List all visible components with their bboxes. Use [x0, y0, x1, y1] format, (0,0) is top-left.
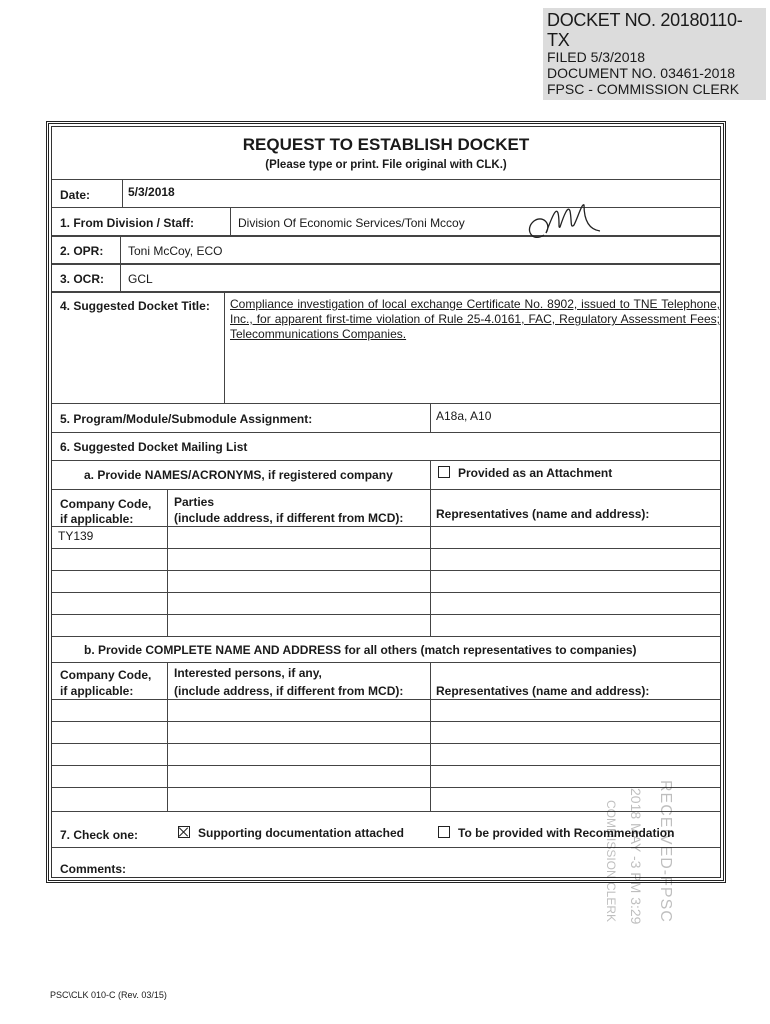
recommendation-label: To be provided with Recommendation [458, 826, 675, 840]
filed-date: FILED 5/3/2018 [547, 49, 646, 66]
program-label: 5. Program/Module/Submodule Assignment: [60, 412, 313, 426]
col-parties: Parties [174, 495, 215, 509]
division-value: Division Of Economic Services/Toni Mccoy [238, 216, 465, 230]
section-b-heading: b. Provide COMPLETE NAME AND ADDRESS for all others (match representatives to companies) [84, 643, 637, 657]
col-parties-2: (include address, if different from MCD): [174, 511, 404, 525]
form-title: REQUEST TO ESTABLISH DOCKET [242, 135, 530, 154]
col-company-code-a: Company Code, [60, 497, 152, 511]
attachment-label: Provided as an Attachment [458, 466, 613, 480]
col-interested-persons-2: (include address, if different from MCD): [174, 684, 404, 698]
docket-title-label: 4. Suggested Docket Title: [60, 299, 210, 313]
supporting-docs-checkbox[interactable] [178, 826, 190, 838]
col-representatives-a: Representatives (name and address): [436, 507, 650, 521]
division-label: 1. From Division / Staff: [60, 216, 195, 230]
form-footer: PSC\CLK 010-C (Rev. 03/15) [50, 990, 167, 1000]
received-line-1: RECEIVED-FPSC [657, 780, 674, 923]
attachment-checkbox[interactable] [438, 466, 450, 478]
supporting-docs-label: Supporting documentation attached [198, 826, 404, 840]
mailing-list-label: 6. Suggested Docket Mailing List [60, 440, 248, 454]
form-inner [51, 126, 721, 878]
received-line-2: 2018 MAY -3 PM 3:29 [628, 788, 644, 925]
col-interested-persons: Interested persons, if any, [174, 666, 322, 680]
section-a-heading: a. Provide NAMES/ACRONYMS, if registered company [84, 468, 393, 482]
col-company-code-a-2: if applicable: [60, 512, 134, 526]
col-representatives-b: Representatives (name and address): [436, 684, 650, 698]
date-label: Date: [60, 188, 91, 202]
col-company-code-b: Company Code, [60, 668, 152, 682]
commission-clerk: FPSC - COMMISSION CLERK [547, 80, 740, 97]
supporting-docs-option[interactable] [178, 826, 404, 840]
opr-label: 2. OPR: [60, 244, 104, 258]
docket-number: DOCKET NO. 20180110-TX [547, 10, 743, 51]
date-value: 5/3/2018 [128, 185, 175, 199]
received-stamp [600, 780, 710, 940]
col-company-code-b-2: if applicable: [60, 684, 134, 698]
docket-title-value: Compliance investigation of local exchange Certificate No. 8902, issued to TNE Telephone, Inc., for apparent first-time violation of Rule 25-4.0161, FAC, Regulatory Assessment Fees; Telecommunications Companies. [230, 297, 720, 341]
recommendation-checkbox[interactable] [438, 826, 450, 838]
ocr-value: GCL [128, 272, 153, 286]
program-value: A18a, A10 [436, 409, 492, 423]
request-form [46, 121, 726, 883]
check-one-label: 7. Check one: [60, 828, 139, 842]
company-code-ty139: TY139 [58, 529, 94, 543]
document-number: DOCUMENT NO. 03461-2018 [547, 64, 736, 81]
docket-stamp [543, 8, 766, 100]
opr-value: Toni McCoy, ECO [128, 244, 223, 258]
ocr-label: 3. OCR: [60, 272, 105, 286]
received-line-3: COMMISSION CLERK [604, 800, 618, 923]
comments-label: Comments: [60, 862, 127, 876]
attachment-option[interactable] [438, 466, 612, 480]
signature-mark [522, 199, 602, 245]
form-subtitle: (Please type or print. File original with CLK.) [265, 159, 507, 171]
